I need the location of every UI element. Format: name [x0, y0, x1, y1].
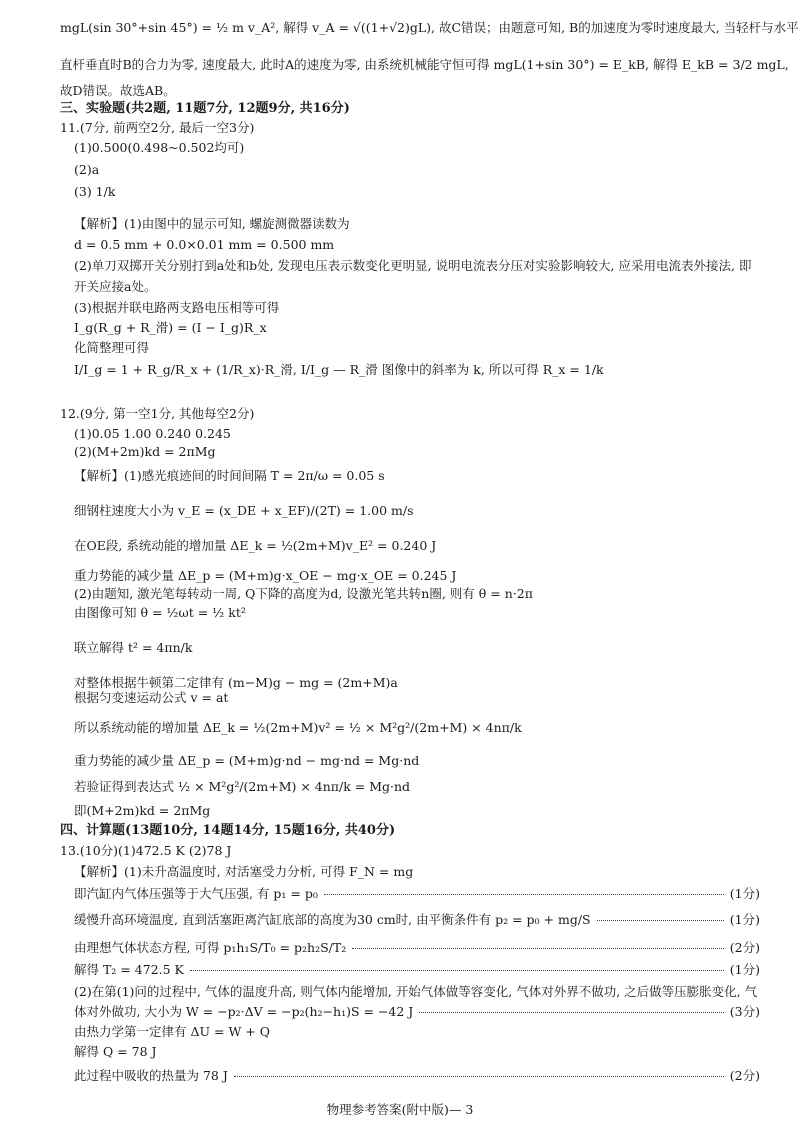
text-line: 由热力学第一定律有 ΔU = W + Q	[74, 1024, 270, 1039]
text-line: 【解析】(1)未升高温度时, 对活塞受力分析, 可得 F_N = mg	[74, 864, 414, 879]
text-line: 联立解得 t² = 4πn/k	[74, 640, 193, 655]
text-line: d = 0.5 mm + 0.0×0.01 mm = 0.500 mm	[74, 237, 335, 252]
text-line: (3)根据并联电路两支路电压相等可得	[74, 300, 280, 315]
text-line: 11.(7分, 前两空2分, 最后一空3分)	[60, 120, 255, 135]
line-text: 此过程中吸收的热量为 78 J	[74, 1068, 228, 1083]
score-label: (1分)	[729, 912, 760, 927]
text-line: 重力势能的减少量 ΔE_p = (M+m)g·nd − mg·nd = Mg·nd	[74, 753, 420, 768]
text-line: 重力势能的减少量 ΔE_p = (M+m)g·x_OE − mg·x_OE = 0.245 J	[74, 568, 457, 583]
text-line: 由图像可知 θ = ½ωt = ½ kt²	[74, 605, 246, 620]
text-line	[74, 962, 760, 978]
text-line: 四、计算题(13题10分, 14题14分, 15题16分, 共40分)	[60, 823, 396, 838]
text-line: 【解析】(1)感光痕迹间的时间间隔 T = 2π/ω = 0.05 s	[74, 468, 385, 483]
score-label: (3分)	[729, 1004, 760, 1019]
text-line: 开关应接a处。	[74, 279, 157, 294]
text-line: 三、实验题(共2题, 11题7分, 12题9分, 共16分)	[60, 101, 350, 116]
text-line: 化简整理可得	[74, 340, 150, 355]
line-text: 缓慢升高环境温度, 直到活塞距离汽缸底部的高度为30 cm时, 由平衡条件有 p₂ = p₀ + mg/S	[74, 912, 591, 927]
text-line: 若验证得到表达式 ½ × M²g²/(2m+M) × 4nπ/k = Mg·nd	[74, 779, 411, 794]
text-line: (2)单刀双掷开关分别打到a处和b处, 发现电压表示数变化更明显, 说明电流表分压对实验影响较大, 应采用电流表外接法, 即	[74, 258, 752, 273]
text-line: 故D错误。故选AB。	[60, 83, 176, 98]
text-line: 12.(9分, 第一空1分, 其他每空2分)	[60, 406, 255, 421]
text-line: (2)a	[74, 162, 100, 177]
score-label: (1分)	[729, 962, 760, 977]
text-line: (2)在第(1)问的过程中, 气体的温度升高, 则气体内能增加, 开始气体做等容变化, 气体对外界不做功, 之后做等压膨胀变化, 气	[74, 984, 758, 999]
text-line	[74, 886, 760, 902]
score-label: (2分)	[729, 940, 760, 955]
text-line: 根据匀变速运动公式 v = at	[74, 690, 229, 705]
text-line: 直杆垂直时B的合力为零, 速度最大, 此时A的速度为零, 由系统机械能守恒可得 mgL(1+sin 30°) = E_kB, 解得 E_kB = 3/2 mgL,	[60, 57, 789, 72]
text-line: 对整体根据牛顿第二定律有 (m−M)g − mg = (2m+M)a	[74, 675, 398, 690]
line-text: 由理想气体状态方程, 可得 p₁h₁S/T₀ = p₂h₂S/T₂	[74, 940, 347, 955]
score-label: (1分)	[729, 886, 760, 901]
text-line: 细钢柱速度大小为 v_E = (x_DE + x_EF)/(2T) = 1.00 m/s	[74, 503, 414, 518]
text-line: I/I_g = 1 + R_g/R_x + (1/R_x)·R_滑, I/I_g — R_滑 图像中的斜率为 k, 所以可得 R_x = 1/k	[74, 362, 604, 377]
text-line	[74, 1068, 760, 1084]
line-text: 解得 T₂ = 472.5 K	[74, 962, 184, 977]
text-line	[74, 940, 760, 956]
leader-dots	[352, 948, 724, 949]
text-line: 在OE段, 系统动能的增加量 ΔE_k = ½(2m+M)v_E² = 0.240 J	[74, 538, 437, 553]
text-line: 即(M+2m)kd = 2πMg	[74, 803, 211, 818]
text-line: 13.(10分)(1)472.5 K (2)78 J	[60, 843, 232, 858]
text-line	[74, 1004, 760, 1020]
text-line: 所以系统动能的增加量 ΔE_k = ½(2m+M)v² = ½ × M²g²/(2m+M) × 4nπ/k	[74, 720, 522, 735]
leader-dots	[597, 920, 724, 921]
text-line: (2)(M+2m)kd = 2πMg	[74, 444, 216, 459]
text-line: 【解析】(1)由图中的显示可知, 螺旋测微器读数为	[74, 216, 350, 231]
text-line: (1)0.500(0.498~0.502均可)	[74, 140, 245, 155]
text-line	[74, 912, 760, 928]
leader-dots	[324, 894, 724, 895]
text-line: (2)由题知, 激光笔每转动一周, Q下降的高度为d, 设激光笔共转n圈, 则有 θ = n·2π	[74, 586, 533, 601]
text-line: mgL(sin 30°+sin 45°) = ½ m v_A², 解得 v_A = √((1+√2)gL), 故C错误；由题意可知, B的加速度为零时速度最大, 当轻杆与水平	[60, 20, 799, 35]
text-line: (1)0.05 1.00 0.240 0.245	[74, 426, 231, 441]
line-text: 体对外做功, 大小为 W = −p₂·ΔV = −p₂(h₂−h₁)S = −42 J	[74, 1004, 414, 1019]
page-footer: 物理参考答案(附中版)— 3	[326, 1102, 474, 1117]
leader-dots	[190, 970, 724, 971]
line-text: 即汽缸内气体压强等于大气压强, 有 p₁ = p₀	[74, 886, 318, 901]
leader-dots	[234, 1076, 724, 1077]
text-line: I_g(R_g + R_滑) = (I − I_g)R_x	[74, 320, 267, 335]
text-line: (3) 1/k	[74, 184, 116, 199]
text-line: 解得 Q = 78 J	[74, 1044, 157, 1059]
score-label: (2分)	[729, 1068, 760, 1083]
leader-dots	[419, 1012, 723, 1013]
